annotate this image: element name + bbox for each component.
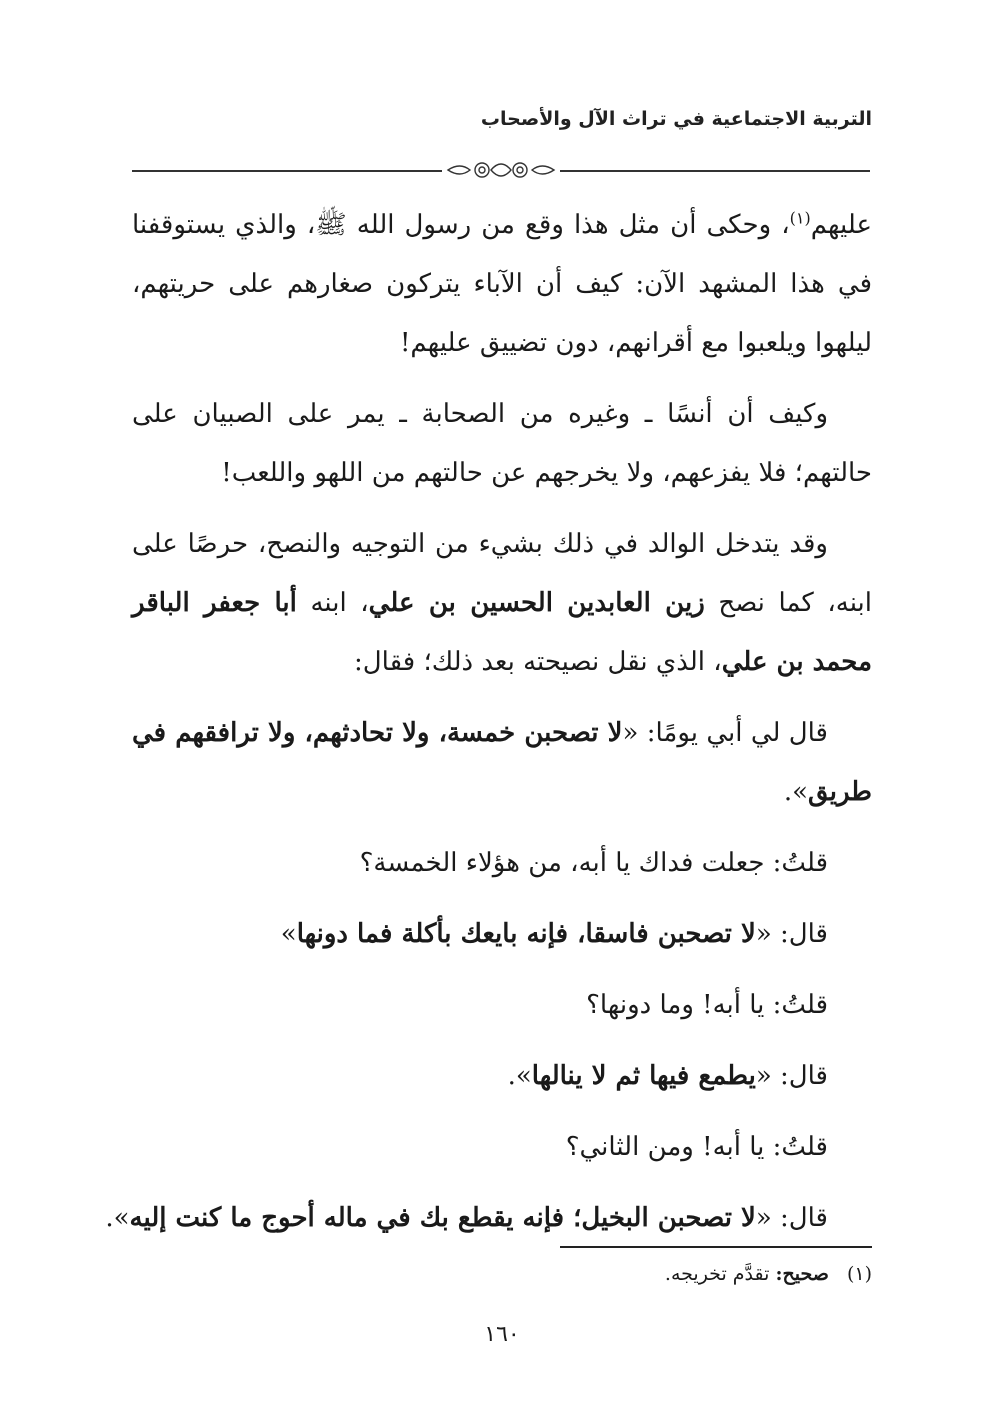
dialogue-line-6 — [105, 1189, 872, 1248]
footnote — [665, 1263, 872, 1285]
quote-sinner: لا تصحبن فاسقا، فإنه بايعك بأكلة فما دونها — [296, 919, 756, 949]
footnote-text: تقدَّم تخريجه. — [664, 1263, 770, 1285]
name-abu-jafar-al-baqir: أبا جعفر الباقر محمد بن علي — [132, 588, 872, 677]
header-rule-line-right — [560, 170, 870, 172]
dialogue-line-6-intro: قال: « — [755, 1203, 828, 1233]
paragraph-1 — [132, 196, 872, 373]
paragraph-3-part-e: ، الذي نقل نصيحته بعد ذلك؛ فقال: — [354, 647, 722, 677]
page-number: ١٦٠ — [484, 1322, 520, 1347]
footnote-separator — [560, 1246, 872, 1248]
footnote-reference[interactable]: (١) — [789, 208, 811, 228]
dialogue-line-1: قلتُ: جعلت فداك يا أبه، من هؤلاء الخمسة؟ — [359, 848, 828, 878]
dialogue-line-3: قلتُ: يا أبه! وما دونها؟ — [586, 990, 828, 1020]
dialogue-line-5: قلتُ: يا أبه! ومن الثاني؟ — [565, 1132, 828, 1162]
paragraph-4 — [132, 704, 872, 822]
dialogue-line-2 — [132, 905, 872, 964]
paragraph-3-part-a: وقد يتدخل الوالد في ذلك بشيء من التوجيه والنصح، حرصًا على ابنه، كما نصح — [132, 529, 873, 618]
dialogue-line-2-close: » — [280, 919, 297, 949]
paragraph-3 — [132, 515, 872, 692]
ornament-icon — [446, 158, 556, 184]
paragraph-1-rest: ، وحكى أن مثل هذا وقع من رسول الله ﷺ، والذي يستوقفنا في هذا المشهد الآن: كيف أن الآباء يتركون صغارهم على حريتهم، ليلهوا ويلعبوا مع أقرانهم، دون تضييق عليهم! — [132, 210, 872, 358]
name-zayn-al-abidin: زين العابدين الحسين بن علي — [368, 588, 705, 618]
paragraph-3-part-c: ، ابنه — [310, 588, 369, 618]
quote-miser: لا تصحبن البخيل؛ فإنه يقطع بك في ماله أحوج ما كنت إليه — [129, 1203, 756, 1233]
page-body — [105, 196, 873, 1260]
dialogue-line-4 — [132, 1047, 872, 1106]
running-header-title: التربية الاجتماعية في تراث الآل والأصحاب — [480, 108, 872, 130]
footnote-label: صحيح: — [775, 1263, 829, 1285]
quote-five-companions: لا تصحبن خمسة، ولا تحادثهم، ولا ترافقهم في طريق — [132, 718, 872, 807]
header-ornament-rule — [132, 160, 870, 182]
quote-covets: يطمع فيها ثم لا ينالها — [531, 1061, 756, 1091]
header-rule-line-left — [132, 170, 442, 172]
paragraph-4-intro: قال لي أبي يومًا: « — [622, 718, 828, 748]
dialogue-line-4-intro: قال: « — [755, 1061, 828, 1091]
dialogue-line-4-close: ». — [507, 1061, 532, 1091]
footnote-number: (١) — [846, 1263, 872, 1285]
paragraph-4-close: ». — [783, 777, 809, 807]
paragraph-2: وكيف أن أنسًا ـ وغيره من الصحابة ـ يمر على الصبيان على حالتهم؛ فلا يفزعهم، ولا يخرجهم عن حالتهم من اللهو واللعب! — [132, 399, 872, 488]
dialogue-line-6-close: ». — [105, 1203, 130, 1233]
paragraph-1-start: عليهم — [810, 210, 872, 240]
dialogue-line-2-intro: قال: « — [755, 919, 828, 949]
